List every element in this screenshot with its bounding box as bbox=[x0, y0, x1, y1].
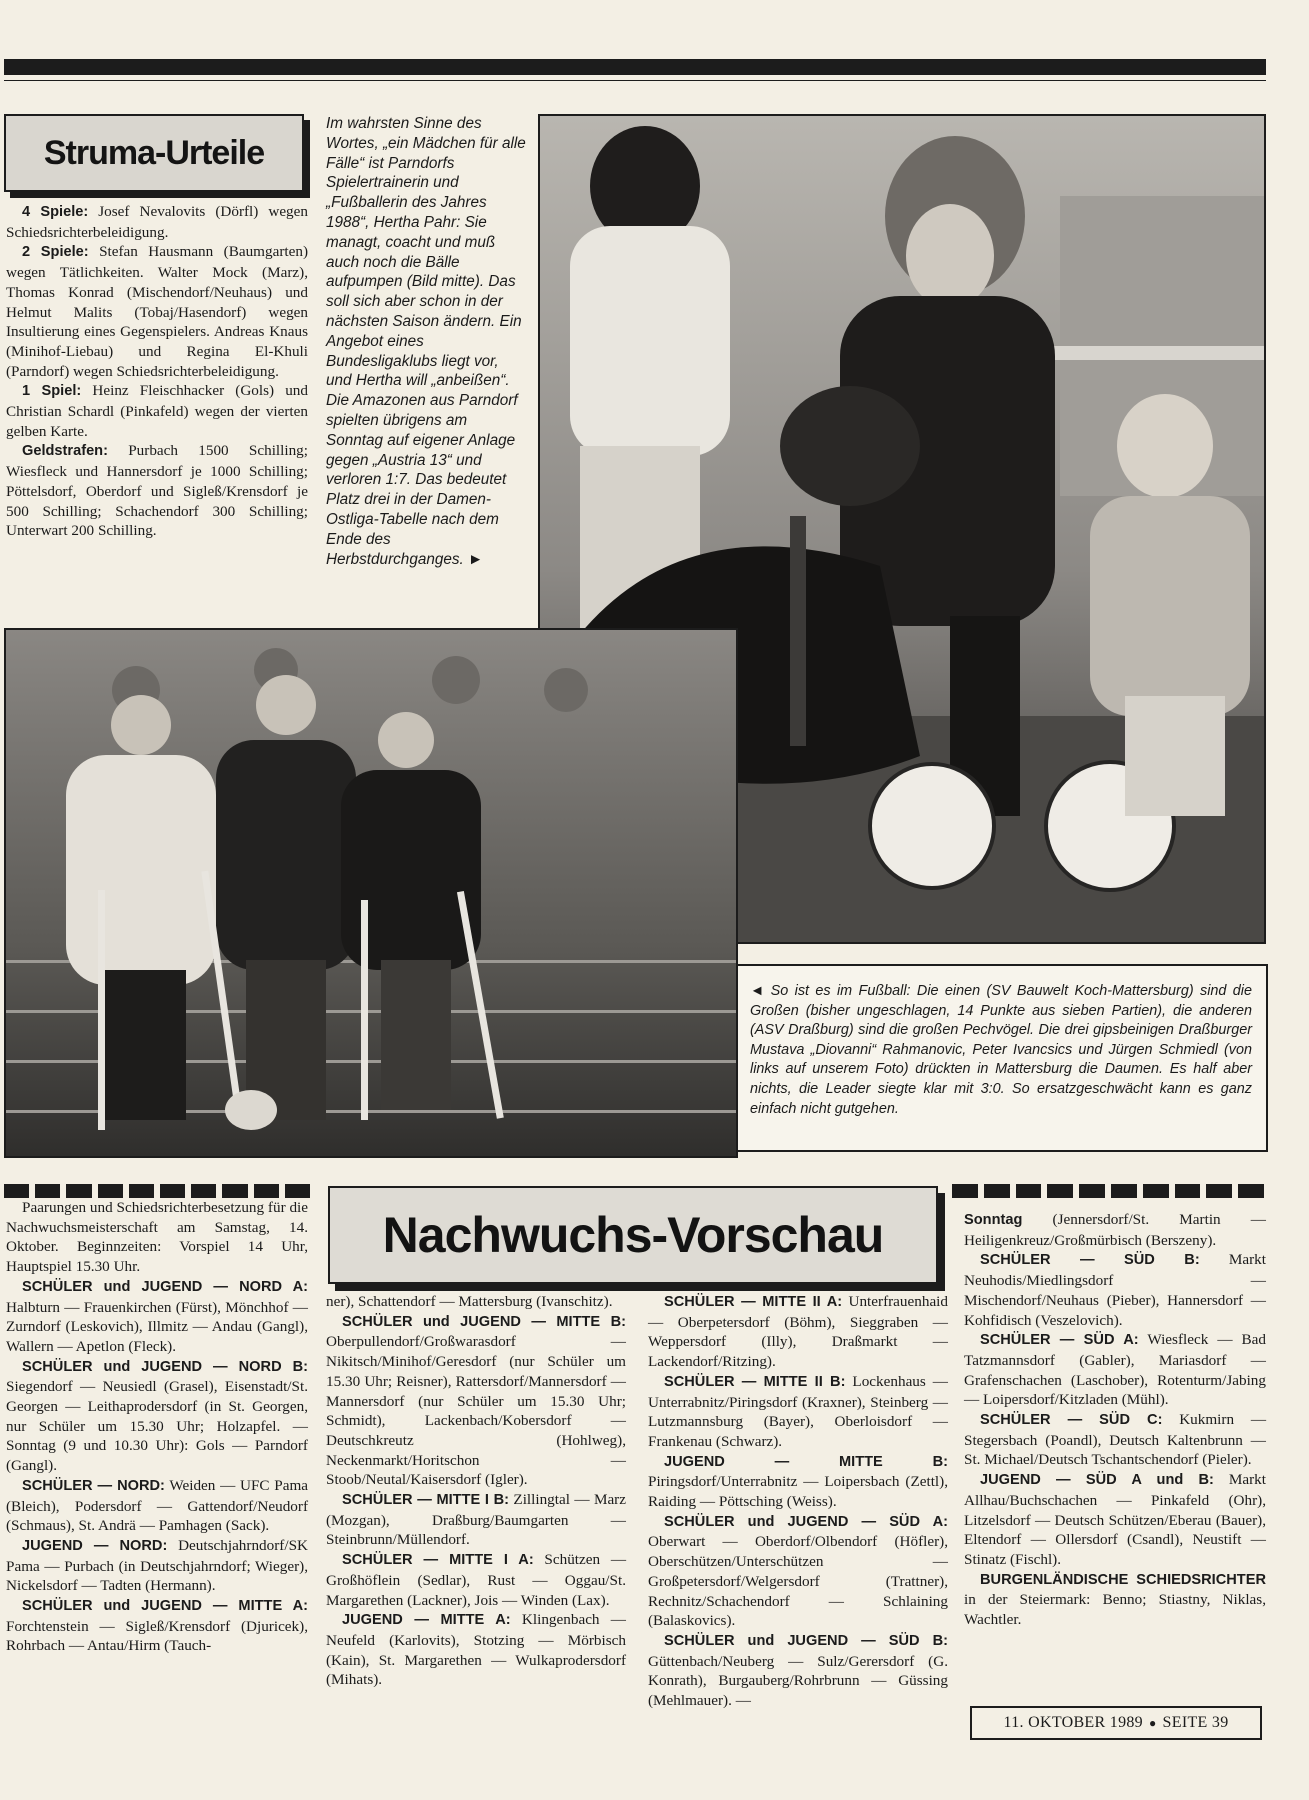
fixture-paragraph: SCHÜLER — NORD: Weiden — UFC Pama (Bleich), Podersdorf — Gattendorf/Neudorf (Schmaus), St. Andrä — Pamhagen (Sack). bbox=[6, 1476, 308, 1535]
top-rule-line bbox=[4, 80, 1266, 81]
fixture-paragraph: ner), Schattendorf — Mattersburg (Ivanschitz). bbox=[326, 1293, 613, 1310]
fixture-paragraph: SCHÜLER und JUGEND — SÜD A: Oberwart — Oberdorf/Olbendorf (Höfler), Oberschützen/Unterschützen — Großpetersdorf/Welgersdorf (Trattner), Rechnitz/Schachendorf — Schlaining (Balaskovics). bbox=[648, 1513, 948, 1630]
struma-paragraph: 2 Spiele: Stefan Hausmann (Baumgarten) wegen Tätlichkeiten. Walter Mock (Marz), Thomas Konrad (Mischendorf/Neuhaus) und Helmut Malits (Tobaj/Hasendorf) wegen Insultierung eines Gegenspielers. Andreas Knaus (Minihof-Liebau) und Regina El-Khuli (Parndorf) wegen Schiedsrichterbeleidigung. bbox=[6, 243, 309, 380]
fixture-paragraph: JUGEND — NORD: Deutschjahrndorf/SK Pama — Purbach (in Deutschjahrndorf; Wieger), Nickelsdorf — Tadten (Hermann). bbox=[6, 1536, 308, 1595]
fixture-paragraph: SCHÜLER — MITTE I A: Schützen — Großhöflein (Sedlar), Rust — Oggau/St. Margarethen (Lackner), Jois — Winden (Lax). bbox=[326, 1551, 627, 1609]
nachwuchs-column-1 bbox=[6, 1198, 308, 1656]
fixture-paragraph: JUGEND — MITTE A: Klingenbach — Neufeld (Karlovits), Stotzing — Mörbisch (Kain), St. Margarethen — Wulkaprodersdorf (Mihats). bbox=[326, 1611, 626, 1689]
fixture-paragraph: SCHÜLER und JUGEND — MITTE B: Oberpullendorf/Großwarasdorf — Nikitsch/Minihof/Geresdorf (nur Schüler um 15.30 Uhr; Reisner), Rattersdorf/Mannersdorf — Mannersdorf (nur Schüler um 15.30 Uhr; Schmidt), Lackenbach/Kobersdorf — Deutschkreutz (Hohlweg), Neckenmarkt/Horitschon — Stoob/Neutal/Kaisersdorf (Igler). bbox=[326, 1313, 626, 1489]
hertha-article bbox=[326, 114, 528, 569]
fixture-paragraph: JUGEND — MITTE B: Piringsdorf/Unterrabnitz — Loipersbach (Zettl), Raiding — Pöttsching (Weiss). bbox=[648, 1453, 948, 1511]
struma-paragraph: 1 Spiel: Heinz Fleischhacker (Gols) und Christian Schardl (Pinkafeld) wegen der vierten gelben Karte. bbox=[6, 382, 308, 440]
fixture-paragraph: Sonntag (Jennersdorf/St. Martin — Heiligenkreuz/Großmürbisch (Berszeny). bbox=[964, 1211, 1266, 1249]
nachwuchs-column-4 bbox=[964, 1210, 1266, 1630]
hertha-paragraph: Im wahrsten Sinne des Wortes, „ein Mädchen für alle Fälle“ ist Parndorfs Spielertrainerin und „Fußballerin des Jahres 1988“, Hertha Pahr: Sie managt, coacht und muß auch noch die Bälle aufpumpen (Bild mitte). Das soll sich aber schon in der nächsten Saison ändern. Ein Angebot eines Bundesligaklubs liegt vor, und Hertha will „anbeißen“. Die Amazonen aus Parndorf spielten übrigens am Sonntag auf eigener Anlage gegen „Austria 13“ und verloren 1:7. Das bedeutet Platz drei in der Damen-Ostliga-Tabelle nach dem Ende des Herbstdurchganges. ► bbox=[326, 115, 526, 568]
top-rule-bar bbox=[4, 59, 1266, 75]
nachwuchs-column-3 bbox=[648, 1292, 948, 1711]
section-dash-bar-right bbox=[952, 1184, 1264, 1198]
fixture-paragraph: SCHÜLER — SÜD A: Wiesfleck — Bad Tatzmannsdorf (Gabler), Mariasdorf — Grafenschachen (Laschober), Rotenturm/Jabing — Loipersdorf/Kitzladen (Mühl). bbox=[964, 1331, 1266, 1409]
issue-date: 11. OKTOBER 1989 bbox=[1003, 1714, 1143, 1731]
fixture-paragraph: SCHÜLER — MITTE II A: Unterfrauenhaid — Oberpetersdorf (Böhm), Sieggraben — Weppersdorf (Illy), Draßmarkt — Lackendorf/Ritzing). bbox=[648, 1293, 948, 1371]
struma-paragraph: 4 Spiele: Josef Nevalovits (Dörfl) wegen Schiedsrichterbeleidigung. bbox=[6, 203, 308, 241]
nachwuchs-title: Nachwuchs-Vorschau bbox=[382, 1207, 884, 1263]
nachwuchs-column-2 bbox=[326, 1292, 626, 1690]
struma-title-box bbox=[4, 114, 304, 192]
fixture-paragraph: SCHÜLER und JUGEND — MITTE A: Forchtenstein — Sigleß/Krensdorf (Djuricek), Rohrbach — Antau/Hirm (Tauch- bbox=[6, 1598, 308, 1655]
page-number: SEITE 39 bbox=[1162, 1714, 1229, 1731]
fixture-paragraph: JUGEND — SÜD A und B: Markt Allhau/Buchschachen — Pinkafeld (Ohr), Litzelsdorf — Deutsch Schützen/Eberau (Bauer), Eltendorf — Ollersdorf (Csandl), Neustift — Stinatz (Fischl). bbox=[964, 1471, 1266, 1568]
struma-paragraph: Geldstrafen: Purbach 1500 Schilling; Wiesfleck und Hannersdorf je 1000 Schilling; Pöttelsdorf, Oberdorf und Sigleß/Krensdorf je 500 Schilling; Schachendorf 300 Schilling; Unterwart 200 Schilling. bbox=[6, 442, 308, 540]
fixture-paragraph: SCHÜLER und JUGEND — SÜD B: Güttenbach/Neuberg — Sulz/Gerersdorf (G. Konrath), Burgauberg/Rohrbrunn — Güssing (Mehlmauer). — bbox=[648, 1632, 948, 1710]
page-footer bbox=[970, 1706, 1262, 1740]
struma-article bbox=[6, 202, 308, 541]
fixture-paragraph: Paarungen und Schiedsrichterbesetzung für die Nachwuchsmeisterschaft am Samstag, 14. Oktober. Beginnzeiten: Vorspiel 14 Uhr, Hauptspiel 15.30 Uhr. bbox=[6, 1199, 308, 1276]
fixture-paragraph: SCHÜLER und JUGEND — NORD B: Siegendorf — Neusiedl (Grasel), Eisenstadt/St. Georgen — Leithaprodersdorf (in St. Georgen, nur Schüler um 15.30 Uhr; Holzapfel. — Sonntag (9 und 10.30 Uhr): Gols — Parndorf (Gangl). bbox=[6, 1358, 308, 1475]
caption-text: So ist es im Fußball: Die einen (SV Bauwelt Koch-Mattersburg) sind die Großen (bisher ungeschlagen, 14 Punkte aus sieben Partien), die anderen (ASV Draßburg) sind die großen Pechvögel. Die drei gipsbeinigen Draßburger Mustava „Diovanni“ Rahmanovic, Peter Ivancsics und Jürgen Schmiedl (von links auf unserem Foto) drückten in Mattersburg die Daumen. Es half aber nichts, die Leader siegte klar mit 3:0. So ersatzgeschwächt kann es ganz einfach nicht gutgehen. bbox=[750, 983, 1252, 1117]
fixture-paragraph: SCHÜLER und JUGEND — NORD A: Halbturn — Frauenkirchen (Fürst), Mönchhof — Zurndorf (Leskovich), Illmitz — Andau (Gangl), Wallern — Apetlon (Fleck). bbox=[6, 1278, 308, 1355]
fixture-paragraph: BURGENLÄNDISCHE SCHIEDSRICHTER in der Steiermark: Benno; Stiastny, Niklas, Wachtler. bbox=[964, 1571, 1266, 1629]
struma-title: Struma-Urteile bbox=[43, 133, 265, 172]
photo-caption bbox=[736, 964, 1268, 1152]
section-dash-bar-left bbox=[4, 1184, 310, 1198]
continue-arrow-icon: ► bbox=[468, 550, 484, 568]
fixture-paragraph: SCHÜLER — SÜD B: Markt Neuhodis/Miedlingsdorf — Mischendorf/Neuhaus (Pieber), Hannersdorf — Kohfidisch (Veszelovich). bbox=[964, 1251, 1266, 1329]
caption-arrow-icon: ◄ bbox=[750, 983, 765, 999]
fixture-paragraph: SCHÜLER — MITTE II B: Lockenhaus — Unterrabnitz/Piringsdorf (Kraxner), Steinberg — Lutzmannsburg (Bayer), Oberloisdorf — Frankenau (Schwarz). bbox=[648, 1372, 948, 1450]
photo-drassburg-players bbox=[4, 628, 738, 1158]
bullet-icon: ● bbox=[1148, 1715, 1157, 1730]
fixture-paragraph: SCHÜLER — SÜD C: Kukmirn — Stegersbach (Poandl), Deutsch Kaltenbrunn — St. Michael/Deutsch Tschantschendorf (Pieler). bbox=[964, 1411, 1267, 1469]
nachwuchs-title-box bbox=[328, 1186, 938, 1284]
fixture-paragraph: SCHÜLER — MITTE I B: Zillingtal — Marz (Mozgan), Draßburg/Baumgarten — Steinbrunn/Müllendorf. bbox=[326, 1491, 626, 1549]
